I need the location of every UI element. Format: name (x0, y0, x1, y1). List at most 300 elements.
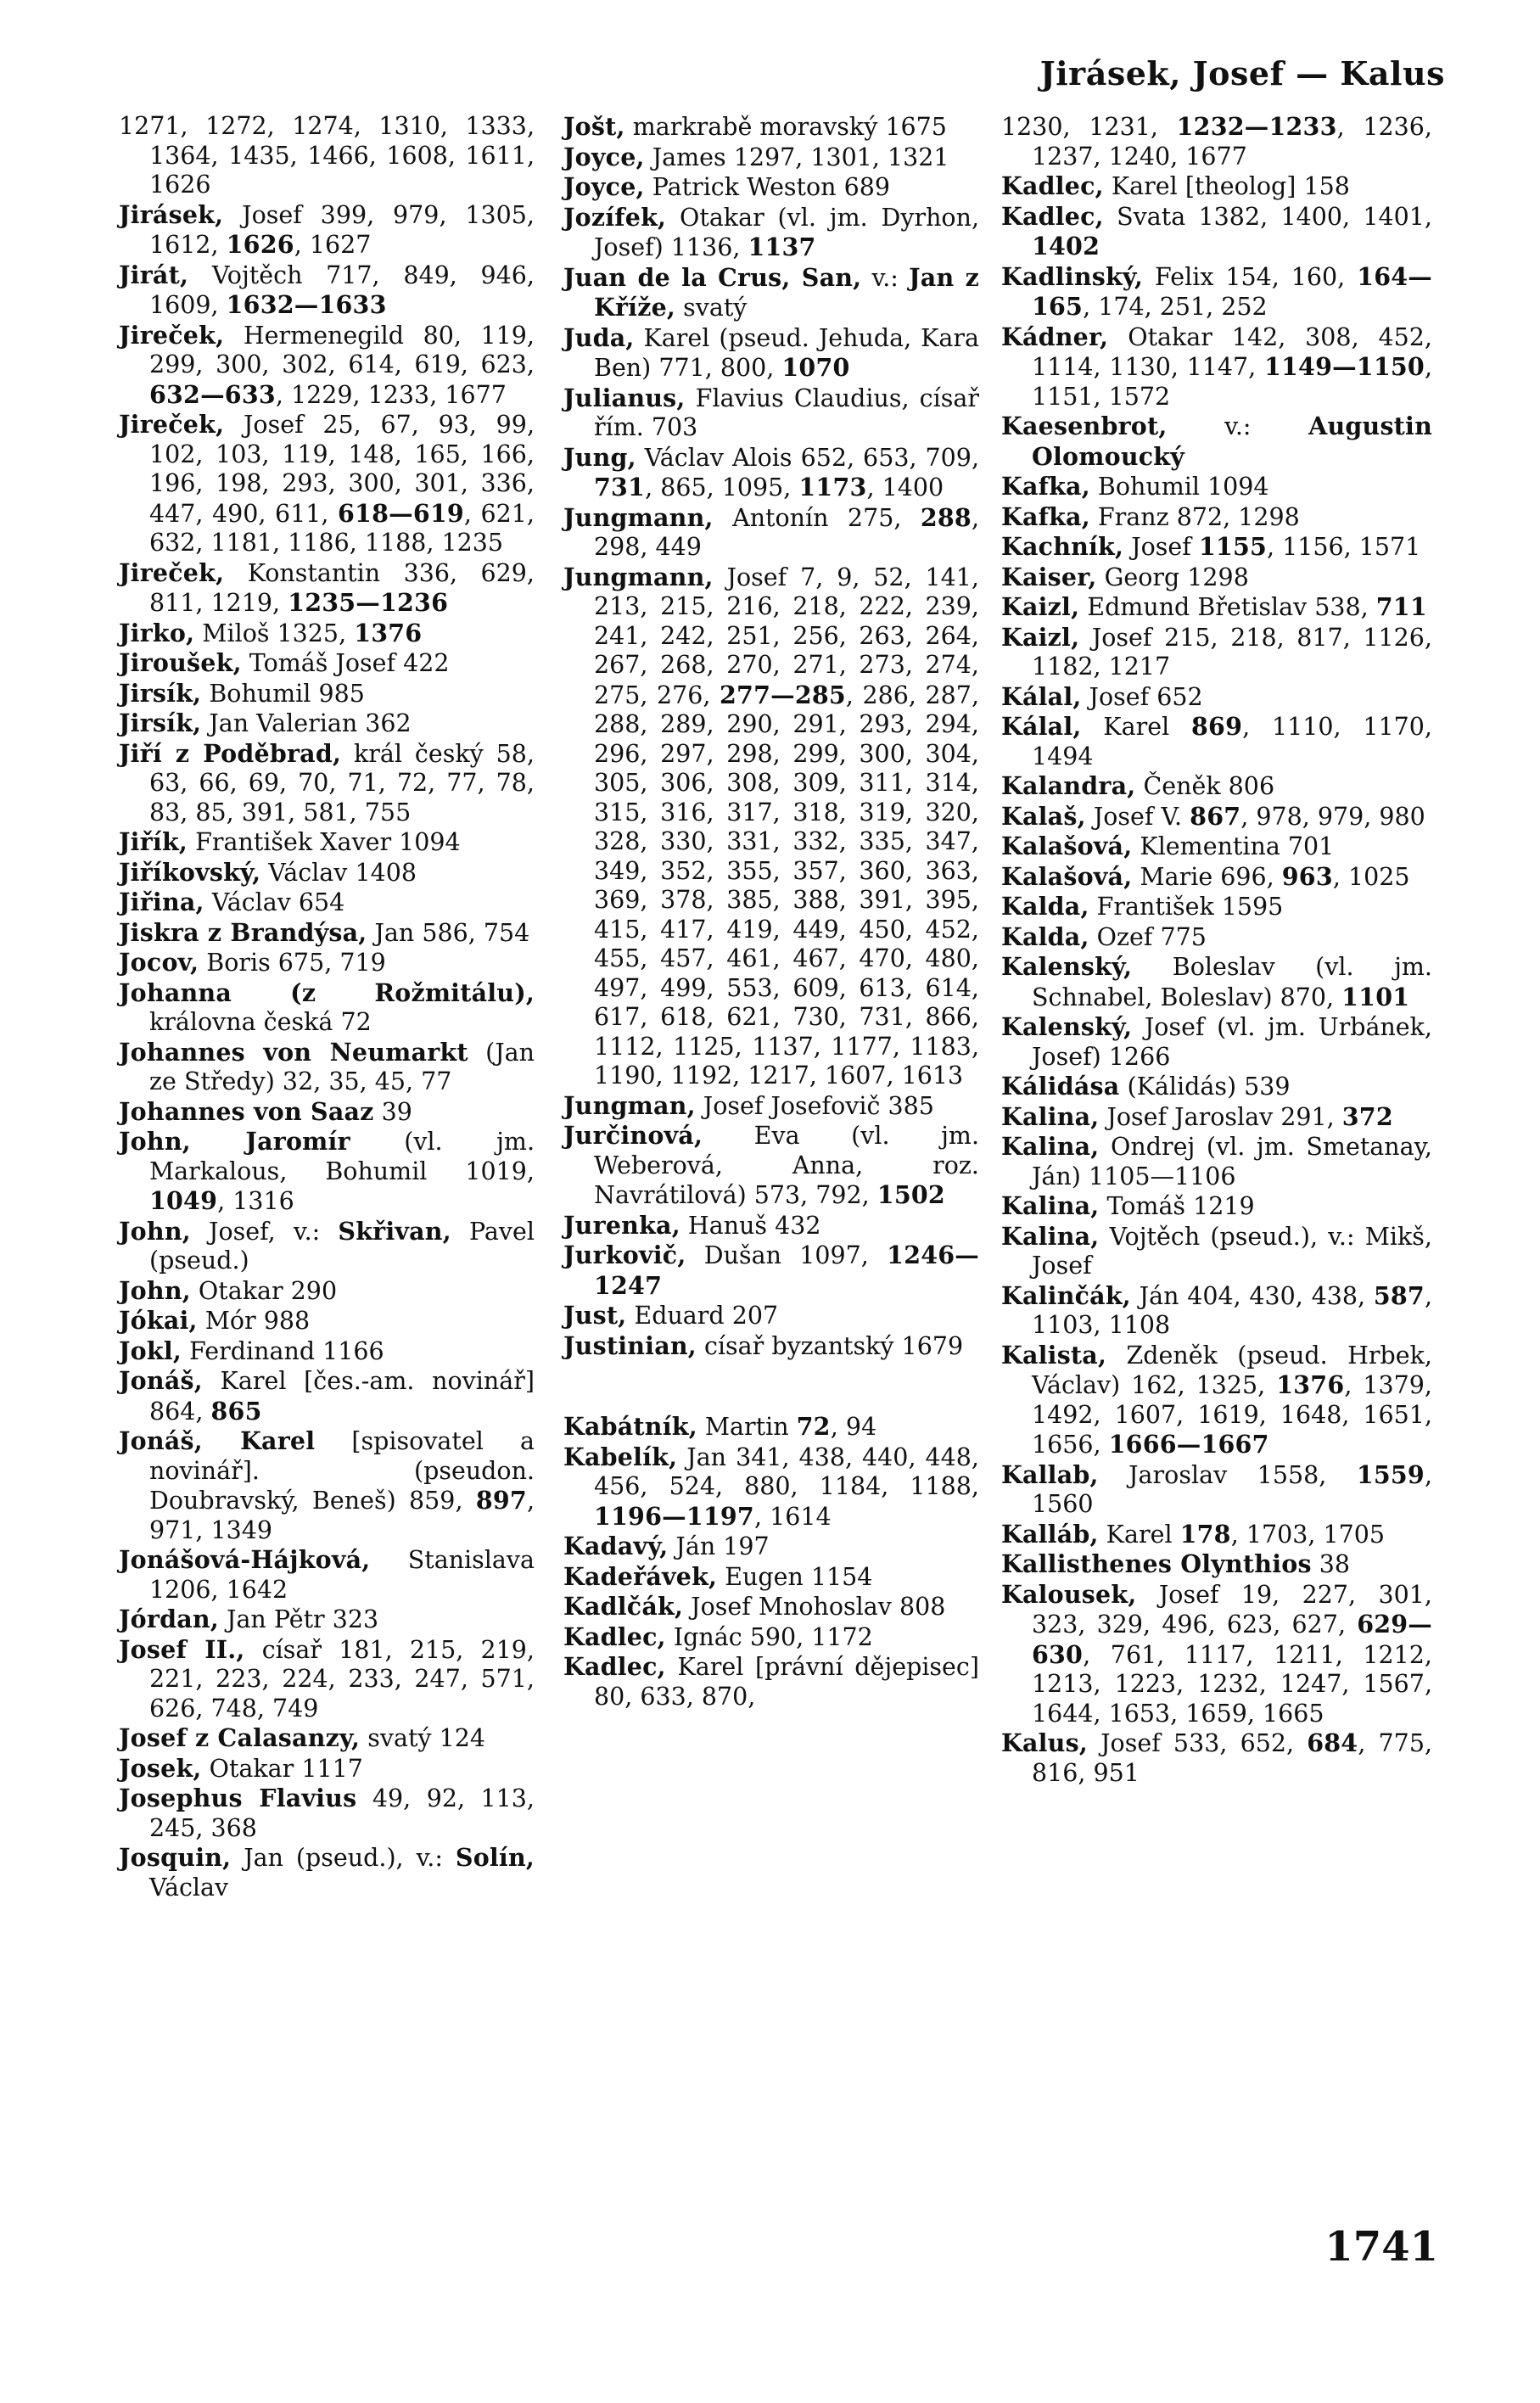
entry-heading-text: Josek, (119, 1753, 202, 1783)
entry-heading-text: Jórdan, (119, 1605, 219, 1633)
entry-text: Ozef 775 (1089, 922, 1207, 951)
entry-text: 1271, 1272, 1274, 1310, 1333, 1364, 1435, 1466, 1608, 1611, 1626 (119, 112, 535, 199)
entry-heading-text: Kalenský, (1001, 952, 1133, 981)
entry-text: Josef V. (1085, 802, 1190, 831)
entry-heading-text: Kadlčák, (563, 1592, 684, 1621)
entry-heading-text: Kadlec, (563, 1652, 666, 1681)
index-entry (563, 1301, 979, 1331)
index-entry (119, 739, 535, 828)
entry-heading-text: Kalousek, (1001, 1579, 1137, 1609)
entry-heading-text: 1376 (354, 618, 423, 647)
index-entry (1001, 472, 1432, 502)
index-entry (1001, 1520, 1432, 1550)
entry-text: Jan Pětr 323 (218, 1605, 379, 1633)
index-column-3 (1001, 112, 1432, 1788)
entry-text: (vl. jm. Markalous, Bohumil 1019, (149, 1128, 535, 1185)
entry-heading-text: 1137 (748, 232, 816, 261)
entry-heading-text: 629—630 (1032, 1610, 1432, 1669)
entry-text: , 1627 (294, 231, 372, 259)
index-entry (1001, 771, 1432, 802)
entry-text: Josef Jaroslav 291, (1099, 1102, 1342, 1131)
entry-text: Georg 1298 (1096, 563, 1249, 591)
index-entry (119, 1306, 535, 1336)
entry-text: Tomáš 1219 (1099, 1192, 1255, 1220)
entry-heading-text: 897 (475, 1486, 527, 1515)
entry-heading-text: Juan de la Crus, San, (563, 262, 862, 292)
entry-text: 39 (373, 1097, 412, 1126)
entry-heading-text: Josquin, (119, 1843, 232, 1872)
index-entry (563, 1652, 979, 1711)
entry-heading-text: Kalláb, (1001, 1519, 1099, 1549)
entry-text: Václav 1408 (260, 858, 417, 887)
entry-heading-text: Kalašová, (1001, 832, 1133, 860)
entry-text: Jaroslav 1558, (1098, 1460, 1357, 1489)
entry-heading-text: 288 (920, 502, 972, 532)
index-entry (1001, 712, 1432, 771)
index-entry (563, 323, 979, 384)
entry-text: Josef Josefovič 385 (695, 1091, 934, 1120)
entry-heading-text: Kalašová, (1001, 861, 1133, 891)
entry-heading-text: Juda, (563, 322, 635, 352)
entry-text: císař byzantský 1679 (696, 1331, 964, 1360)
entry-text: Josef 652 (1081, 682, 1203, 711)
entry-heading-text: Jireček, (119, 557, 225, 587)
entry-heading-text: 711 (1375, 592, 1427, 621)
index-entry (563, 1091, 979, 1122)
entry-text: Josef 399, 979, 1305, 1612, (149, 200, 535, 259)
entry-heading-text: 1246—1247 (594, 1241, 979, 1300)
index-entry (563, 1592, 979, 1622)
index-entry (563, 263, 979, 323)
index-entry (1001, 623, 1432, 682)
index-entry (119, 410, 535, 558)
index-entry (563, 1532, 979, 1562)
entry-heading-text: Kadlec, (563, 1622, 666, 1651)
index-entry (119, 1276, 535, 1307)
index-entry (119, 709, 535, 739)
entry-text: Ján 404, 430, 438, (1130, 1281, 1374, 1310)
index-entry (563, 443, 979, 503)
entry-heading-text: Kalista, (1001, 1340, 1107, 1370)
entry-heading-text: Kálal, (1001, 681, 1082, 711)
entry-heading-text: John, (119, 1275, 191, 1305)
entry-text: Dušan 1097, (686, 1241, 888, 1269)
entry-text: Marie 696, (1132, 862, 1282, 891)
entry-heading-text: Jiroušek, (119, 648, 242, 677)
index-entry (1001, 592, 1432, 623)
index-entry (1001, 171, 1432, 202)
entry-heading-text: Jirsík, (119, 678, 202, 708)
entry-text: Mór 988 (197, 1307, 311, 1335)
entry-heading-text: 867 (1190, 801, 1241, 831)
entry-text: Eva (vl. jm. Weberová, Anna, roz. Navrátilová) 573, 792, (594, 1122, 979, 1209)
entry-heading-text: Jan z Kříže, (594, 262, 980, 322)
entry-heading-text: Jošt, (563, 112, 625, 141)
entry-heading-text: 1626 (226, 230, 294, 259)
entry-heading-text: 632—633 (149, 379, 276, 409)
index-entry (119, 1635, 535, 1724)
index-entry (119, 858, 535, 888)
index-entry (119, 978, 535, 1038)
index-entry (119, 1336, 535, 1367)
entry-heading-text: John, (119, 1216, 191, 1246)
index-entry (119, 1784, 535, 1843)
index-entry (119, 1217, 535, 1276)
index-entry (119, 827, 535, 858)
index-entry (119, 648, 535, 679)
entry-heading-text: 587 (1373, 1280, 1425, 1310)
entry-heading-text: 684 (1307, 1728, 1358, 1757)
entry-heading-text: Jirásek, (119, 199, 224, 229)
index-entry (1001, 1132, 1432, 1191)
entry-text: svatý (675, 294, 748, 322)
entry-heading-text: Johanna (z Rožmitálu), (119, 977, 535, 1007)
entry-text: Zdeněk (pseud. Hrbek, Václav) 162, 1325, (1032, 1341, 1432, 1399)
index-entry (1001, 322, 1432, 412)
entry-text: markrabě moravský 1675 (624, 113, 947, 141)
index-entry (1001, 563, 1432, 593)
entry-heading-text: Kadavý, (563, 1532, 669, 1560)
index-entry (119, 1366, 535, 1426)
entry-heading-text: Jungman, (563, 1090, 696, 1120)
entry-heading-text: 1196—1197 (594, 1501, 754, 1531)
entry-heading-text: 1173 (798, 473, 867, 501)
entry-heading-text: Kalenský, (1001, 1012, 1133, 1041)
index-entry (1001, 952, 1432, 1012)
entry-text: Eduard 207 (626, 1302, 779, 1330)
entry-text: , 865, 1095, (645, 473, 799, 501)
entry-text: , 1614 (753, 1502, 832, 1531)
index-entry (563, 1442, 979, 1532)
index-entry (1001, 262, 1432, 322)
entry-heading-text: Jiřina, (119, 888, 204, 916)
index-entry (563, 1241, 979, 1301)
entry-heading-text: 618—619 (338, 498, 464, 528)
entry-heading-text: Kalina, (1001, 1221, 1100, 1251)
entry-heading-text: Jireček, (119, 320, 225, 350)
entry-text: Antonín 275, (713, 503, 921, 532)
entry-text: svatý 124 (360, 1724, 485, 1752)
entry-heading-text: Kalina, (1001, 1101, 1100, 1131)
entry-text: Otakar 290 (190, 1276, 338, 1305)
entry-heading-text: Jiskra z Brandýsa, (119, 917, 367, 947)
entry-text: Hanuš 432 (680, 1211, 821, 1240)
index-entry (1001, 802, 1432, 832)
section-gap (563, 1361, 979, 1412)
index-entry (1001, 862, 1432, 893)
entry-text: Edmund Břetislav 538, (1079, 593, 1376, 621)
entry-heading-text: Kálidása (1001, 1072, 1120, 1101)
entry-text: Josef Mnohoslav 808 (683, 1593, 946, 1621)
index-entry (119, 558, 535, 619)
index-entry (563, 1412, 979, 1442)
entry-heading-text: 1232—1233 (1176, 112, 1337, 141)
entry-heading-text: 1149—1150 (1263, 352, 1425, 381)
index-entry (563, 1622, 979, 1653)
entry-text: Josef 215, 218, 817, 1126, 1182, 1217 (1032, 623, 1432, 681)
entry-heading-text: Solín, (455, 1843, 535, 1872)
entry-heading-text: Kalina, (1001, 1132, 1100, 1161)
index-entry (119, 1426, 535, 1545)
entry-heading-text: Jiřík, (119, 827, 188, 856)
index-column-1 (119, 112, 535, 1902)
entry-heading-text: 1632—1633 (226, 290, 387, 319)
entry-text: František 1595 (1089, 893, 1284, 921)
entry-heading-text: Josephus Flavius (119, 1784, 357, 1812)
index-entry (1001, 1072, 1432, 1102)
entry-text: Karel (1081, 713, 1192, 741)
index-entry (119, 918, 535, 949)
entry-text: , 1316 (217, 1187, 294, 1215)
entry-text: král český 58, 63, 66, 69, 70, 71, 72, 77, 78, 83, 85, 391, 581, 755 (149, 739, 535, 826)
index-entry (563, 203, 979, 263)
entry-text: Otakar 1117 (201, 1754, 363, 1783)
entry-heading-text: 372 (1341, 1101, 1393, 1131)
entry-heading-text: Jonáš, (119, 1366, 203, 1395)
entry-heading-text: Jiří z Poděbrad, (119, 738, 342, 768)
entry-text: Karel (pseud. Jehuda, Kara Ben) 771, 800, (594, 323, 979, 382)
entry-text: , 174, 251, 252 (1083, 293, 1268, 321)
entry-heading-text: Jozífek, (563, 202, 667, 232)
index-entry (563, 563, 979, 1091)
index-entry (119, 260, 535, 321)
index-entry (119, 1723, 535, 1754)
entry-heading-text: Jungmann, (563, 502, 714, 532)
index-entry (119, 1754, 535, 1784)
entry-text: Ignác 590, 1172 (665, 1622, 873, 1651)
entry-text: Josef 533, 652, (1087, 1729, 1308, 1757)
entry-heading-text: 1402 (1032, 232, 1100, 260)
entry-text: , 978, 979, 980 (1240, 802, 1425, 831)
entry-text: Pavel (pseud.) (149, 1217, 535, 1274)
entry-text: Jan 341, 438, 440, 448, 456, 524, 880, 1184, 1188, (594, 1442, 979, 1500)
entry-text: Karel [theolog] 158 (1103, 172, 1350, 200)
entry-text: Felix 154, 160, (1143, 262, 1358, 291)
entry-heading-text: Kadlec, (1001, 201, 1104, 231)
entry-text: , 1151, 1572 (1032, 353, 1432, 411)
entry-heading-text: Joyce, (563, 142, 645, 171)
entry-text: , 971, 1349 (149, 1487, 535, 1544)
index-column-2 (563, 112, 979, 1711)
index-entry (1001, 1728, 1432, 1788)
entry-heading-text: Kalaš, (1001, 801, 1086, 831)
entry-heading-text: 1376 (1276, 1370, 1345, 1399)
entry-heading-text: 1559 (1356, 1459, 1425, 1489)
entry-text: Miloš 1325, (194, 619, 355, 647)
entry-text: , 1025 (1332, 862, 1410, 891)
entry-text: 49, 92, 113, 245, 368 (149, 1784, 535, 1842)
entry-heading-text: Jokl, (119, 1336, 182, 1365)
entry-text: Franz 872, 1298 (1089, 502, 1300, 531)
entry-heading-text: 178 (1179, 1519, 1231, 1549)
index-entry (563, 143, 979, 173)
entry-text: , 1156, 1571 (1267, 533, 1421, 561)
index-entry (119, 1038, 535, 1097)
index-entry (1001, 1460, 1432, 1520)
entry-text: Jan 586, 754 (367, 918, 530, 947)
running-head: Jirásek, Josef — Kalus (1039, 54, 1445, 92)
index-entry (1001, 532, 1432, 563)
entry-text: , 94 (830, 1413, 877, 1441)
index-entry (1001, 1012, 1432, 1072)
entry-text: Jan Valerian 362 (201, 709, 412, 737)
entry-heading-text: Kafka, (1001, 501, 1090, 531)
entry-heading-text: Kaiser, (1001, 562, 1097, 591)
entry-text: Eugen 1154 (717, 1562, 873, 1591)
entry-heading-text: Josef II., (119, 1634, 245, 1664)
entry-text: Václav (149, 1873, 229, 1902)
entry-heading-text: 865 (210, 1396, 262, 1426)
entry-text: Otakar (vl. jm. Dyrhon, Josef) 1136, (594, 203, 979, 261)
entry-heading-text: Jurkovič, (563, 1241, 686, 1269)
entry-text: Karel (1098, 1520, 1180, 1549)
index-entry (563, 112, 979, 143)
entry-text: Bohumil 985 (201, 679, 365, 708)
index-entry (1001, 922, 1432, 953)
entry-text: Hermenegild 80, 119, 299, 300, 302, 614, 619, 623, (149, 321, 535, 378)
entry-heading-text: Justinian, (563, 1330, 697, 1360)
entry-text: Vojtěch (pseud.), v.: Mikš, Josef (1032, 1222, 1432, 1280)
index-entry (119, 112, 535, 200)
entry-text: , 1560 (1032, 1460, 1432, 1518)
entry-text: císař 181, 215, 219, 221, 223, 224, 233, 247, 571, 626, 748, 749 (149, 1635, 535, 1722)
entry-heading-text: Kalda, (1001, 892, 1089, 921)
entry-heading-text: Kadlec, (1001, 171, 1104, 200)
entry-text: Josef 19, 227, 301, 323, 329, 496, 623, 627, (1032, 1580, 1432, 1638)
index-entry (563, 1562, 979, 1593)
entry-heading-text: 1235—1236 (288, 588, 449, 617)
entry-heading-text: Kádner, (1001, 322, 1109, 351)
entry-text: Boleslav (vl. jm. Schnabel, Boleslav) 870, (1032, 953, 1432, 1011)
entry-text: , 298, 449 (594, 503, 979, 561)
entry-heading-text: Johannes von Saaz (119, 1096, 374, 1126)
index-entry (119, 1127, 535, 1217)
entry-heading-text: Kafka, (1001, 472, 1090, 501)
entry-heading-text: Kachník, (1001, 532, 1124, 561)
entry-heading-text: 277—285 (720, 680, 846, 709)
index-entry (1001, 1341, 1432, 1460)
entry-text: Václav 654 (204, 888, 345, 916)
entry-heading-text: Jiříkovský, (119, 857, 261, 887)
page-number: 1741 (1324, 2223, 1438, 2271)
entry-text: Flavius Claudius, císař řím. 703 (594, 384, 979, 441)
entry-text: Ján 197 (668, 1532, 770, 1560)
entry-heading-text: Jocov, (119, 948, 199, 977)
entry-text: Stanislava 1206, 1642 (149, 1546, 535, 1604)
entry-heading-text: Kaesenbrot, (1001, 412, 1168, 440)
index-entry (119, 888, 535, 918)
entry-text: , 1236, 1237, 1240, 1677 (1032, 113, 1432, 171)
entry-heading-text: Johannes von Neumarkt (119, 1037, 468, 1067)
entry-heading-text: Kaizl, (1001, 592, 1080, 621)
entry-heading-text: 1155 (1198, 532, 1268, 561)
entry-text: (Jan ze Středy) 32, 35, 45, 77 (149, 1038, 535, 1095)
entry-text: Svata 1382, 1400, 1401, (1103, 202, 1432, 231)
entry-heading-text: Julianus, (563, 383, 686, 412)
entry-text: Karel [čes.-am. novinář] 864, (149, 1367, 535, 1426)
index-entry (563, 503, 979, 563)
index-entry (119, 619, 535, 649)
entry-heading-text: Just, (563, 1301, 627, 1330)
entry-heading-text: Skřivan, (338, 1216, 451, 1246)
index-entry (563, 172, 979, 203)
entry-text: Josef, v.: (190, 1217, 339, 1246)
index-entry (119, 1545, 535, 1605)
index-entry (1001, 1580, 1432, 1729)
entry-heading-text: Kadlinský, (1001, 261, 1144, 291)
entry-heading-text: Kalinčák, (1001, 1280, 1131, 1310)
entry-heading-text: Kalda, (1001, 921, 1089, 951)
entry-heading-text: Jirsík, (119, 709, 202, 737)
index-entry (1001, 502, 1432, 533)
entry-heading-text: Jung, (563, 442, 636, 472)
entry-text: , 286, 287, 288, 289, 290, 291, 293, 294, 296, 297, 298, 299, 300, 304, 305, 306, 308, 309, 311, 314, 315, 316, 317, 318, 319, 320, 328, 330, 331, 332, 335, 347, 349, 352, 355, 357, 360, 363, 369, 378, 385, 388, 391, 395, 415, 417, 419, 449, 450, 452, 455, 457, 461, 467, 470, 480, 497, 499, 553, 609, 613, 614, 617, 618, 621, 730, 731, 866, 1112, 1125, 1137, 1177, 1183, 1190, 1192, 1217, 1607, 1613 (594, 681, 979, 1089)
entry-text: James 1297, 1301, 1321 (644, 143, 949, 171)
entry-text: (Kálidás) 539 (1119, 1073, 1291, 1101)
entry-heading-text: Jonášová-Hájková, (119, 1545, 371, 1574)
entry-text: Josef 7, 9, 52, 141, 213, 215, 216, 218, 222, 239, 241, 242, 251, 256, 263, 264, 267, 268, 270, 271, 273, 274, 275, 276, (594, 563, 979, 709)
index-entry (119, 321, 535, 411)
entry-text: v.: (861, 263, 910, 292)
entry-heading-text: Jirát, (119, 260, 189, 289)
entry-heading-text: Kálal, (1001, 712, 1082, 741)
entry-heading-text: Josef z Calasanzy, (119, 1723, 361, 1752)
entry-heading-text: Kabátník, (563, 1412, 697, 1441)
entry-heading-text: Kallisthenes Olynthios (1001, 1549, 1312, 1578)
entry-text: Jan (pseud.), v.: (231, 1844, 456, 1872)
entry-text: František Xaver 1094 (188, 828, 461, 856)
index-entry (1001, 1102, 1432, 1133)
index-entry (1001, 832, 1432, 862)
entry-heading-text: 731 (594, 473, 646, 501)
entry-text: Tomáš Josef 422 (241, 649, 450, 677)
entry-heading-text: 1101 (1341, 982, 1410, 1011)
entry-text: , 1229, 1233, 1677 (275, 380, 507, 409)
entry-text: , 1400 (866, 473, 944, 501)
entry-text: Josef (vl. jm. Urbánek, Josef) 1266 (1032, 1013, 1432, 1071)
entry-text: Bohumil 1094 (1089, 473, 1269, 501)
entry-heading-text: Jirko, (119, 618, 195, 647)
entry-heading-text: Kalina, (1001, 1191, 1100, 1220)
entry-text: , 1703, 1705 (1230, 1520, 1386, 1549)
entry-text: Patrick Weston 689 (644, 173, 890, 201)
entry-text: Karel [právní dějepisec] 80, 633, 870, (594, 1653, 979, 1711)
entry-heading-text: Joyce, (563, 172, 645, 201)
entry-text: , 775, 816, 951 (1032, 1729, 1433, 1787)
entry-heading-text: John, Jaromír (119, 1127, 350, 1156)
index-entry (1001, 1222, 1432, 1281)
entry-text: Boris 675, 719 (199, 949, 386, 977)
index-entry (1001, 1549, 1432, 1580)
entry-heading-text: Jungmann, (563, 562, 714, 591)
entry-heading-text: 1666—1667 (1108, 1430, 1269, 1459)
entry-text: Martin (697, 1413, 797, 1441)
entry-text: 1230, 1231, (1001, 113, 1177, 141)
entry-heading-text: Kadeřávek, (563, 1561, 718, 1591)
index-entry (1001, 202, 1432, 262)
entry-heading-text: Jurčinová, (563, 1121, 703, 1150)
index-entry (1001, 412, 1432, 472)
index-entry (563, 1211, 979, 1241)
entry-heading-text: 1049 (149, 1186, 218, 1215)
index-entry (1001, 1281, 1432, 1341)
entry-heading-text: Jókai, (119, 1306, 198, 1335)
index-entry (1001, 1191, 1432, 1222)
index-entry (119, 200, 535, 260)
index-entry (119, 1605, 535, 1635)
entry-text: v.: (1167, 412, 1309, 440)
index-entry (1001, 892, 1432, 922)
